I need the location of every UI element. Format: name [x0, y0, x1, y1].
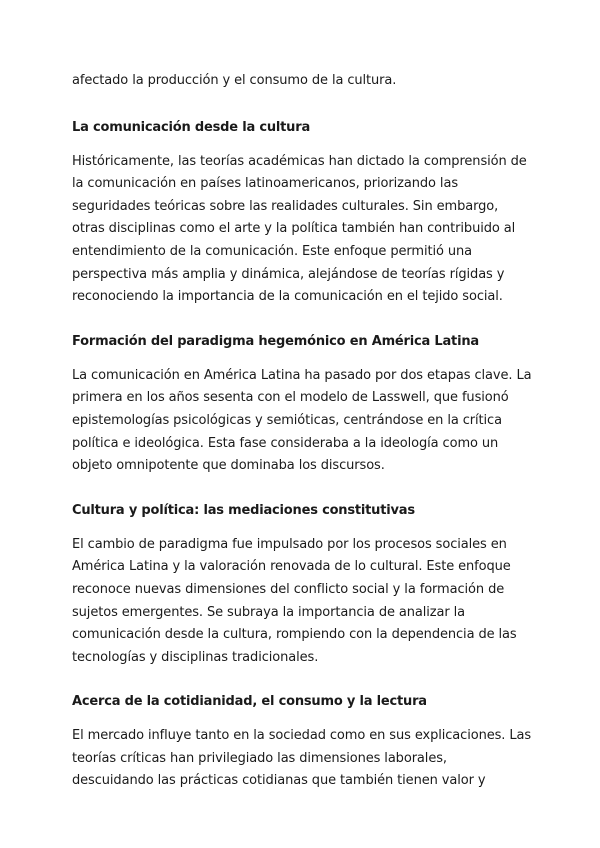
- spacer: [72, 93, 532, 117]
- section-body-1: Históricamente, las teorías académicas han dictado la comprensión de la comunicación en países latinoamericanos, priorizando las seguridades teóricas sobre las realidades culturales. Sin embargo, otras disciplinas como el arte y la política también han contribuido al entendimiento de la comunicación. Este enfoque permitió una perspectiva más amplia y dinámica, alejándose de teorías rígidas y reconociendo la importancia de la comunicación en el tejido social.: [72, 153, 527, 305]
- section-body-2: La comunicación en América Latina ha pasado por dos etapas clave. La primera en los años sesenta con el modelo de Lasswell, que fusionó epistemologías psicológicas y semióticas, centrándose en la crítica política e ideológica. Esta fase consideraba a la ideología como un objeto omnipotente que dominaba los discursos.: [72, 367, 532, 474]
- section-heading-2: Formación del paradigma hegemónico en América Latina: [72, 333, 479, 349]
- spacer: [72, 713, 532, 725]
- spacer: [72, 522, 532, 534]
- spacer: [72, 309, 532, 331]
- section-heading-1: La comunicación desde la cultura: [72, 119, 311, 135]
- spacer: [72, 669, 532, 691]
- spacer: [72, 478, 532, 500]
- section-heading-4: Acerca de la cotidianidad, el consumo y la lectura: [72, 694, 427, 710]
- spacer: [72, 139, 532, 151]
- intro-paragraph: afectado la producción y el consumo de la cultura.: [72, 73, 397, 88]
- section-body-4: El mercado influye tanto en la sociedad como en sus explicaciones. Las teorías críticas han privilegiado las dimensiones laborales, descuidando las prácticas cotidianas que también tienen valor y: [72, 728, 532, 789]
- document-page: [72, 70, 532, 793]
- spacer: [72, 353, 532, 365]
- section-heading-3: Cultura y política: las mediaciones constitutivas: [72, 502, 415, 518]
- section-body-3: El cambio de paradigma fue impulsado por los procesos sociales en América Latina y la valoración renovada de lo cultural. Este enfoque reconoce nuevas dimensiones del conflicto social y la formación de sujetos emergentes. Se subraya la importancia de analizar la comunicación desde la cultura, rompiendo con la dependencia de las tecnologías y disciplinas tradicionales.: [72, 536, 517, 665]
